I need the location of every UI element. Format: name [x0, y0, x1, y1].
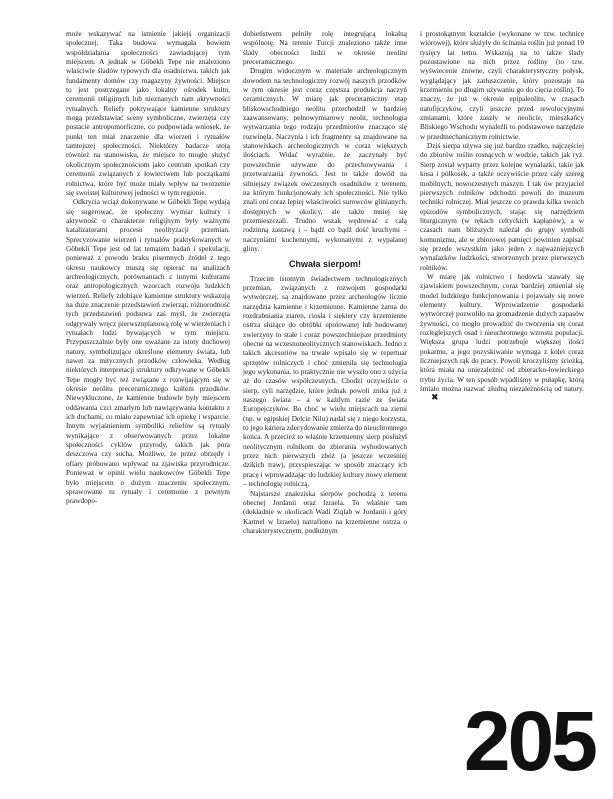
- text-column-2: [243, 30, 407, 535]
- paragraph: Trzecim istotnym świadectwem technologicznych przemian, związanych z rozwojem gospodarki wytwórczej, są znajdowane przez archeologów liczne narzędzia kamienne i krzemienne. Kamienne żarna do rozdrabniania ziaren, ciosła i siekiery czy krzemienne ostrza służące do obróbki upolowanej lub hodowanej zwierzyny to stałe i coraz powszechniejsze przedmioty obecne na wczesnoneolitycznych stanowiskach. Jedno z takich akcesoriów na trwałe wpisało się w repertuar sprzętów rolniczych i choć zmieniła się technologia jego wykonania, to praktycznie nie wyszło ono z użycia aż do czasów współczesnych. Chodzi oczywiście o sierp, cyli narzędzie, które jednak powoli znika już z naszego świata – a w każdym razie ze świata Europejczyków. Bo choć w wielu miejscach na ziemi (np. w egipskiej Delcie Nilu) nadal się z niego korzysta, to jego kariera zdecydowanie zmierza do nieuchronnego końca. A przecież to właśnie krzemienny sierp posłużył neolitycznym rolnikom do zbierania wyhodowanych przez nich pierwszych zbóż (a jeszcze wcześniej dzikich traw), przyspieszając w sposób znaczący ich pracę i wprowadzając do ludzkiej kultury nowy element – technologię rolniczą.: [243, 274, 407, 489]
- paragraph: Odkrycia wciąż dokonywane w Göbekli Tepe wydają się sugerować, że społeczny wymiar kultury i aktywność o charakterze religijnym były ważnymi katalizatorami procesu neolityzacji przemian. Sprecyzowanie wierzeń i rytuałów praktykowanych w Göbekli Tepe jest od lat tematem badań i spekulacji, ponieważ z powodu braku pisemnych źródeł z tego okresu naukowcy muszą się opierać na analizach archeologicznych, porównaniach z innymi kulturami oraz antropologicznych wzorcach rozwoju ludzkich wierzeń. Reliefy zdobiące kamienne struktury wskazują na duże znaczenie przedstawień zwierząt, różnorodność tych przedstawień podsuwa zaś myśl, że zwierzęta odgrywały wręcz pierwszoplanową rolę w wierzeniach i rytuałach ludzi bywających w tym miejscu. Przypuszczalnie były one uważane za istoty duchowej natury, symbolizujące określone elementy świata, lub nawet za mitycznych przodków człowieka. Według niektórych interpretacji struktury odkrywane w Göbekli Tepe mogły być też związane z rozwijającym się w okresie neolitu preceramicznego kultem przodków. Niewykluczone, że kamienne budowle były miejscem oddawania czci zmarłym lub nawiązywania kontaktu z ich duchami, co miało zapewniać ich opiekę i wsparcie. Innym wyjaśnieniem symboliki reliefów są rytuały wynikające z obserwowanych przez lokalne społeczności cyklów przyrody, takich jak pora deszczowa czy sucha. Możliwe, że przez obrzędy i ofiary próbowano wpływać na zjawiska przyrodnicze. Ponieważ w opinii wielu naukowców Göbekli Tepe było miejscem o dużym znaczeniu społecznym, sprawowane tu rytuały i ceremonie z pewnym prawdopo-: [66, 198, 230, 506]
- paragraph: Najstarsze znaleziska sierpów pochodzą z terenu obecnej Jordanii oraz Izraela. To właśnie tam (dokładnie w okolicach Wadi Ziqlab w Jordanii i góry Karmel w Izraelu) natrafiono na krzemienne ostrza o charakterystycznym, podłużnym: [243, 489, 407, 535]
- paragraph: i prostokątnym kształcie (wykonane w tzw. technice wiórowej), które służyły do ścinania roślin już ponad 10 tysięcy lat temu. Wskazują na to także ślady pozostawione na nich przez rośliny (to tzw. wyświecenie żniwne, czyli charakterystyczny połysk, wyglądający jak zatłuszczenie, który pozostaje na krzemieniu po długim używaniu go do cięcia roślin). To znaczy, że już w okresie epipaleolitu, w czasach natufijczyków, czyli jeszcze przed rewolucyjnymi zmianami, które zaszły w neolicie, mieszkańcy Bliskiego Wschodu wynaleźli to podstawowe narzędzie w przedmechanicznym rolnictwie.: [420, 30, 584, 141]
- paragraph: Dziś sierpa używa się już bardzo rzadko, najczęściej do zbiorów roślin rosnących w wodzie, takich jak ryż. Sierp został wyparty przez kolejne wynalazki, takie jak kosa i półkosek, a także oczywiście przez cały szereg mobilnych, nowoczesnych maszyn. I tak ów przyjaciel pierwszych rolników odchodzi powoli do muzeum techniki rolniczej. Miał jeszcze co prawda kilka swoich epizodów symbolicznych, stając się narzędziem liturgicznym (w rękach celtyckich kapłanów), a w czasach nam bliższych należał do grupy symboli komunizmu, ale w zbiorowej pamięci powinien zapisać się przede wszystkim jako jeden z najważniejszych wynalazków ludzkości, stworzonych przez pierwszych rolników.: [420, 142, 584, 272]
- paragraph-text: W miarę jak rolnictwo i hodowla stawały się zjawiskiem powszechnym, coraz bardziej zmieniał się model ludzkiego funkcjonowania i pojawiały się nowe elementy kultury. Wprowadzenie gospodarki wytwórczej pozwoliło na gromadzenie dużych zapasów żywności, co mogło prowadzić do tworzenia się coraz rozleglejszych osad i nieuchronnego wzrostu populacji. Większa grupa ludzi potrzebuje większej ilości pokarmu, a jego pozyskiwanie wymaga z kolei coraz liczniejszych rąk do pracy. Powoli kroczyliśmy ścieżką, która miała na uniezależnić od zbieracko-łowieckiego trybu życia. W ten sposób wpadliśmy w pułapkę, którą śmiało można nazwać złudną niezależnością od natury.: [420, 272, 584, 394]
- text-column-3: [420, 30, 584, 590]
- section-heading: Chwała sierpom!: [288, 259, 362, 270]
- page-number: 205: [463, 694, 595, 788]
- end-of-article-icon: ✖: [431, 393, 439, 404]
- paragraph: [420, 273, 584, 404]
- text-column-1: [66, 30, 230, 792]
- paragraph: dobieństwem pełniły rolę integrującą lokalną wspólnotę. Na terenie Turcji znaleziono także inne ślady obecności ludzi w okresie neolitu preceramicznego.: [243, 30, 407, 67]
- paragraph: Drugim widocznym w materiale archeologicznym dowodem na technologiczny rozwój naszych przodków w tym okresie jest coraz częstsza produkcja naczyń ceramicznych. W miarę jak preceramiczny etap bliskowschodniego neolitu przechodził w bardziej zaawansowany, pełnowymiarowy neolit, technologia wytwarzania tego rodzaju przedmiotów znacząco się rozwinęła. Naczynia i ich fragmenty są znajdowane na stanowiskach archeologicznych w coraz większych ilościach. Widać wyraźnie, że zaczynały być powszechnie używane do przechowywania i przetwarzania żywności. Jest to także dowód na silniejszy związek owczesnych osadników z terenem, na którym funkcjonowały ich społeczności. Nie tylko znali oni coraz lepiej właściwości surowców glinianych, dostępnych w okolicy, ale także mniej się przemieszczali. Trudno wszak wędrować z całą rodzinną zastawą i – bądź co bądź dość kruchymi – naczyniami kuchennymi, wykonanymi z wypalanej gliny.: [243, 67, 407, 253]
- paragraph: może wskazywać na istnienie jakiejś organizacji społecznej. Taka budowa wymagała bowiem współdziałania społeczności zawiadującej tym miejscem. A jednak w Göbekli Tepe nie znaleziono właściwie śladów typowych dla osadnictwa, takich jak fundamenty domów czy magazyny żywności. Miejsce to jest postrzegane jako lokalny ośrodek kultu, ceremonii religijnych lub nieznanych nam aktywności rytualnych. Reliefy pokrywające kamienne struktury mogą przedstawiać sceny symboliczne, zwierzęta czy postacie antropomorficzne, co podpowiada wniosek, że punkt ten miał znaczenie dla wierzeń i rytuałów tamtejszej społeczności. Niektórzy badacze stoją również na stanowisku, że miejsce to mogło służyć okolicznym społecznościom jako centrum spotkań czy ceremonii związanych z łowiectwem lub początkami rolnictwa, które być może miały wpływ na tworzenie się swoistej kulturowej jedności w tym regionie.: [66, 30, 230, 197]
